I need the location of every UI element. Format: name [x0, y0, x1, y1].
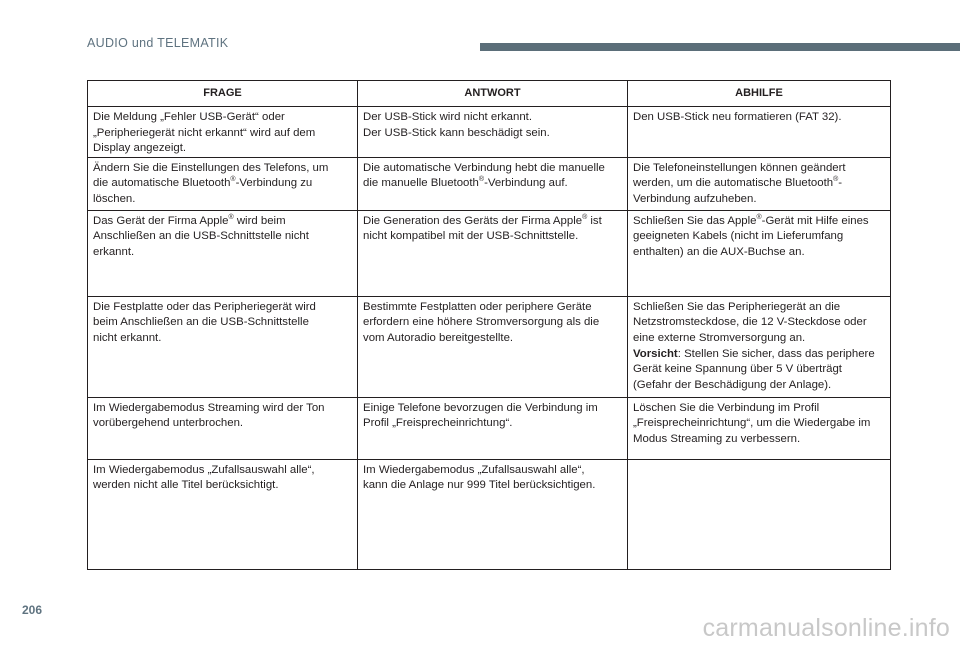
remedy-text: -Gerät mit Hilfe eines geeigneten Kabels (nicht im Lieferumfang enthalten) an die AUX-Buchse an.	[633, 214, 869, 258]
registered-mark: ®	[756, 213, 762, 221]
registered-mark: ®	[478, 176, 485, 184]
table-row	[88, 397, 891, 459]
table-row	[88, 157, 891, 210]
answer-cell	[358, 107, 628, 158]
question-text: Die Festplatte oder das Peripheriegerät wird beim Anschließen an die USB-Schnittstelle nicht erkannt.	[93, 300, 316, 344]
remedy-text: - Verbindung aufzuheben.	[633, 177, 843, 205]
column-header-antwort: ANTWORT	[358, 81, 628, 107]
answer-text: -Verbindung auf.	[484, 177, 568, 190]
table-row	[88, 107, 891, 158]
question-text: Im Wiedergabemodus „Zufallsauswahl alle“, werden nicht alle Titel berücksichtigt.	[93, 463, 315, 492]
question-text: Die Meldung „Fehler USB-Gerät“ oder „Peripheriegerät nicht erkannt“ wird auf dem Display angezeigt.	[93, 111, 316, 155]
registered-mark: ®	[228, 213, 234, 221]
question-text: Im Wiedergabemodus Streaming wird der Ton vorübergehend unterbrochen.	[93, 401, 325, 430]
troubleshooting-table	[87, 80, 891, 570]
remedy-cell	[628, 210, 891, 296]
watermark-link[interactable]: carmanualsonline.info	[702, 614, 950, 642]
answer-text: Im Wiedergabemodus „Zufallsauswahl alle“, kann die Anlage nur 999 Titel berücksichtigen.	[363, 463, 596, 492]
remedy-cell	[628, 459, 891, 569]
answer-cell	[358, 157, 628, 210]
answer-text: Der USB-Stick wird nicht erkannt. Der USB-Stick kann beschädigt sein.	[363, 111, 550, 139]
table-row	[88, 459, 891, 569]
question-text: -Verbindung zu löschen.	[93, 177, 313, 205]
question-cell	[88, 397, 358, 459]
remedy-text: Löschen Sie die Verbindung im Profil „Freisprecheinrichtung“, um die Wiedergabe im Modus Streaming zu verbessern.	[633, 401, 871, 445]
registered-mark: ®	[833, 176, 839, 184]
table-header-row	[88, 81, 891, 107]
remedy-cell	[628, 107, 891, 158]
remedy-cell	[628, 397, 891, 459]
remedy-cell	[628, 296, 891, 397]
remedy-cell	[628, 157, 891, 210]
answer-text: Die automatische Verbindung hebt die manuelle die manuelle Bluetooth	[363, 161, 605, 190]
registered-mark: ®	[582, 213, 588, 221]
remedy-text: Schließen Sie das Peripheriegerät an die Netzstromsteckdose, die 12 V-Steckdose oder eine externe Stromversorgung an.	[633, 300, 867, 344]
column-header-abhilfe: ABHILFE	[628, 81, 891, 107]
question-cell	[88, 157, 358, 210]
question-cell	[88, 210, 358, 296]
answer-cell	[358, 397, 628, 459]
table-row	[88, 210, 891, 296]
remedy-text: Den USB-Stick neu formatieren (FAT 32).	[633, 111, 842, 123]
remedy-text: Die Telefoneinstellungen können geändert werden, um die automatische Bluetooth	[633, 161, 846, 190]
question-text: Ändern Sie die Einstellungen des Telefons, um die automatische Bluetooth	[93, 161, 329, 190]
answer-text: Die Generation des Geräts der Firma Apple	[363, 214, 583, 227]
remedy-text: Schließen Sie das Apple	[633, 214, 757, 227]
answer-cell	[358, 296, 628, 397]
question-cell	[88, 459, 358, 569]
answer-text: Bestimmte Festplatten oder periphere Geräte erfordern eine höhere Stromversorgung als die vom Autoradio bereitgestellte.	[363, 300, 600, 344]
section-title: AUDIO und TELEMATIK	[87, 36, 229, 50]
answer-text: Einige Telefone bevorzugen die Verbindung im Profil „Freisprecheinrichtung“.	[363, 401, 598, 430]
registered-mark: ®	[230, 176, 236, 184]
warning-text: : Stellen Sie sicher, dass das periphere Gerät keine Spannung über 5 V überträgt (Gefahr der Beschädigung der Anlage).	[633, 347, 875, 391]
table-row	[88, 296, 891, 397]
page-number: 206	[22, 603, 43, 617]
answer-text: ist nicht kompatibel mit der USB-Schnittstelle.	[363, 214, 602, 243]
answer-cell	[358, 459, 628, 569]
question-text: wird beim Anschließen an die USB-Schnittstelle nicht erkannt.	[93, 214, 309, 258]
answer-cell	[358, 210, 628, 296]
column-header-frage: FRAGE	[88, 81, 358, 107]
warning-label: Vorsicht	[633, 347, 678, 360]
question-text: Das Gerät der Firma Apple	[93, 214, 229, 227]
question-cell	[88, 107, 358, 158]
question-cell	[88, 296, 358, 397]
header-accent-bar	[480, 43, 960, 51]
